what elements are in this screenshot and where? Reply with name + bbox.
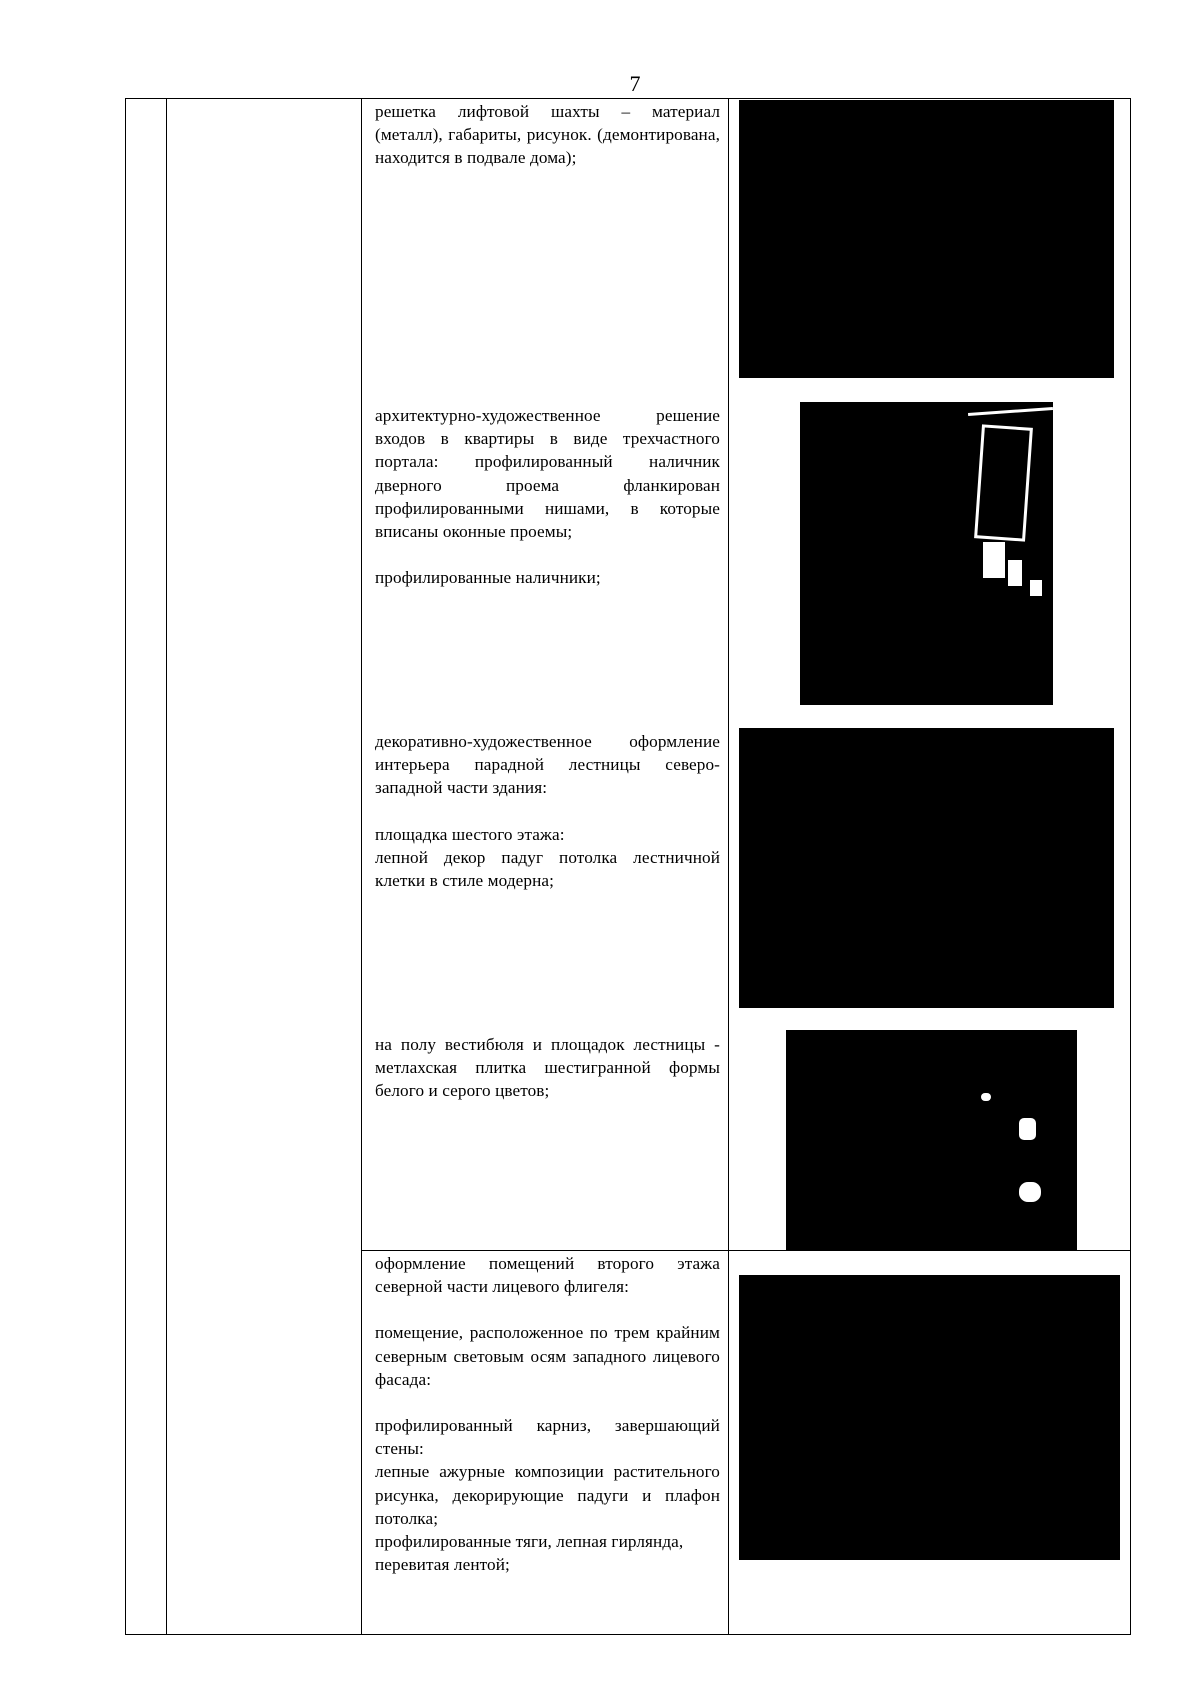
ceiling-edge [968,407,1053,416]
paragraph: на полу вестибюля и площадок лестницы - метлахская плитка шестигранной формы белого и серого цветов; [375,1035,720,1101]
description-apartment-entrances [375,404,720,589]
description-floor-tiles [375,1033,720,1103]
tile-highlight [1019,1118,1036,1140]
table-col-divider-1 [166,98,167,1635]
door-light-patch [983,542,1005,578]
paragraph: помещение, расположенное по трем крайним северным световым осям западного лицевого фасада: [375,1323,720,1389]
description-staircase-interior [375,730,720,892]
doorway-photo [800,402,1053,705]
paragraph: лепные ажурные композиции растительного рисунка, декорирующие падуги и плафон потолка; [375,1462,720,1528]
paragraph: декоративно-художественное оформление интерьера парадной лестницы северо-западной части здания: [375,732,720,798]
door-light-patch [1008,560,1022,586]
photo-placeholder [739,728,1114,1008]
photo-placeholder [739,1275,1120,1560]
paragraph: лепной декор падуг потолка лестничной клетки в стиле модерна; [375,847,720,891]
paragraph: архитектурно-художественное решение входов в квартиры в виде трехчастного портала: профилированный наличник дверного проема фланкирован профилированными нишами, в которые вписаны оконные проемы; [375,406,720,542]
table-row-divider [361,1250,1131,1251]
floor-tile-photo [786,1030,1077,1250]
tile-highlight [981,1093,991,1101]
table-border-bottom [125,1634,1131,1635]
tile-highlight [1019,1182,1041,1202]
photo-placeholder [739,100,1114,378]
description-elevator-grille [375,100,720,170]
door-light-patch [1030,580,1042,596]
table-border-right [1130,98,1131,1635]
paragraph: площадка шестого этажа: [375,824,565,844]
door-frame [974,424,1033,541]
description-second-floor-rooms [375,1252,720,1576]
table-col-divider-3 [728,98,729,1635]
paragraph: профилированные тяги, лепная гирлянда, перевитая лентой; [375,1532,684,1575]
page-number: 7 [629,71,641,96]
table-border-left [125,98,126,1635]
paragraph: оформление помещений второго этажа северной части лицевого флигеля: [375,1254,720,1297]
paragraph: решетка лифтовой шахты – материал (металл), габариты, рисунок. (демонтирована, находится в подвале дома); [375,102,720,168]
paragraph: профилированный карниз, завершающий стены: [375,1416,720,1459]
paragraph: профилированные наличники; [375,568,601,588]
table-col-divider-2 [361,98,362,1635]
table-border-top [125,98,1131,99]
